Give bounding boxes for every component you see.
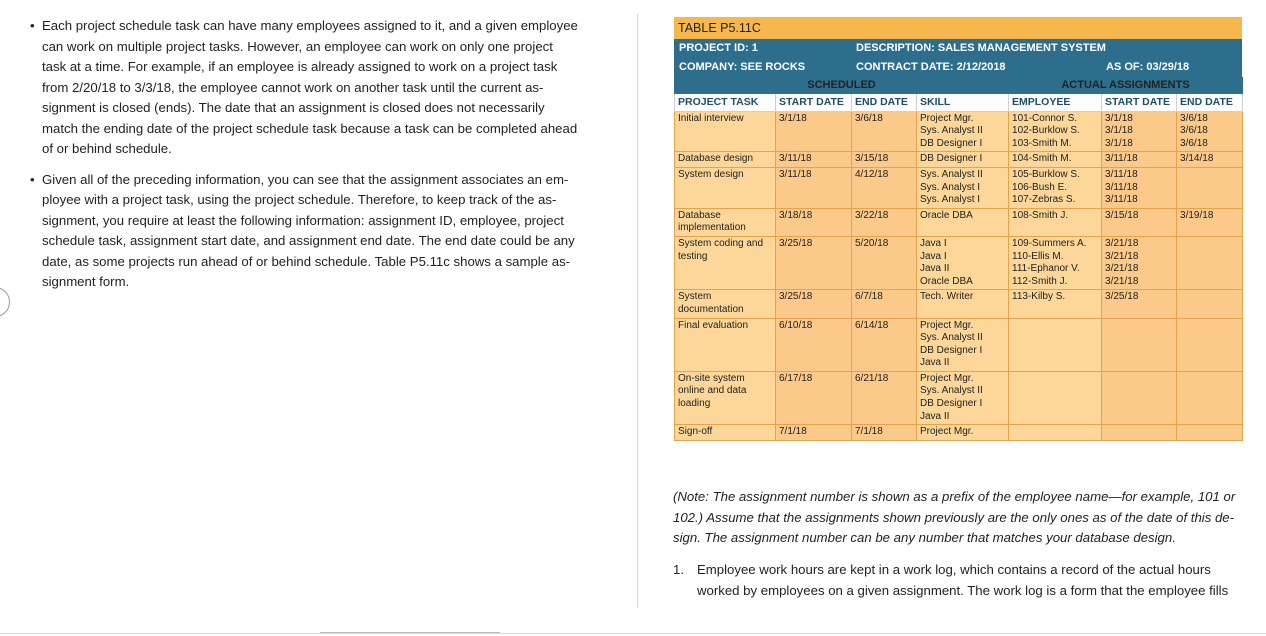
cell-actual-end [1177, 236, 1243, 289]
table-row [675, 425, 1243, 441]
cell-skill: Tech. Writer [917, 290, 1009, 318]
note-line: sign. The assignment number can be any number that matches your database design. [673, 530, 1176, 545]
cell-employee: 113-Kilby S. [1009, 290, 1102, 318]
col-header: START DATE [1102, 93, 1177, 111]
cell-skill: Java I Java I Java II Oracle DBA [917, 236, 1009, 289]
cell-employee: 109-Summers A. 110-Ellis M. 111-Ephanor V. 112-Smith J. [1009, 236, 1102, 289]
bullet-dot: • [30, 18, 35, 33]
col-header: PROJECT TASK [675, 93, 776, 111]
table-row [675, 290, 1243, 318]
bullet-line: date, as some projects run ahead of or behind schedule. Table P5.11c shows a sample as- [42, 253, 571, 269]
bullet-line: schedule task, assignment start date, and assignment end date. The end date could be any [42, 233, 575, 248]
cell-start-date: 3/11/18 [776, 167, 852, 208]
cell-actual-start: 3/25/18 [1102, 290, 1177, 318]
table-row [675, 111, 1243, 152]
page-bottom-border [0, 633, 1266, 634]
cell-project-task: Initial interview [675, 111, 776, 152]
schedule-table [674, 77, 1243, 441]
col-header: EMPLOYEE [1009, 93, 1102, 111]
cell-end-date: 3/6/18 [852, 111, 917, 152]
group-header-row [675, 78, 1243, 94]
cell-project-task: System coding and testing [675, 236, 776, 289]
bullet-paragraph-2 [30, 170, 610, 293]
cell-skill: Project Mgr. Sys. Analyst II DB Designer I Java II [917, 371, 1009, 424]
numbered-item-1 [673, 560, 1245, 601]
cell-end-date: 3/15/18 [852, 152, 917, 168]
cell-project-task: On-site system online and data loading [675, 371, 776, 424]
page-bottom-tab [320, 632, 500, 636]
cell-actual-start: 3/11/18 [1102, 152, 1177, 168]
item-number: 1. [673, 562, 684, 577]
cell-actual-end [1177, 167, 1243, 208]
table-row [675, 318, 1243, 371]
table-row [675, 167, 1243, 208]
project-id: PROJECT ID: 1 [679, 42, 758, 54]
cell-actual-end: 3/19/18 [1177, 208, 1243, 236]
cell-actual-start: 3/15/18 [1102, 208, 1177, 236]
cell-actual-end [1177, 290, 1243, 318]
cell-end-date: 5/20/18 [852, 236, 917, 289]
note-line: 102.) Assume that the assignments shown previously are the only ones as of the date of this de- [673, 509, 1235, 525]
bullet-line: can work on multiple project tasks. However, an employee can work on only one project [42, 38, 553, 54]
cell-skill: Sys. Analyst II Sys. Analyst I Sys. Analyst I [917, 167, 1009, 208]
cell-end-date: 6/14/18 [852, 318, 917, 371]
cell-actual-start [1102, 425, 1177, 441]
col-header: SKILL [917, 93, 1009, 111]
cell-actual-start: 3/1/18 3/1/18 3/1/18 [1102, 111, 1177, 152]
cell-end-date: 7/1/18 [852, 425, 917, 441]
as-of-date: AS OF: 03/29/18 [1106, 61, 1190, 73]
cell-start-date: 6/17/18 [776, 371, 852, 424]
cell-employee [1009, 371, 1102, 424]
cell-end-date: 3/22/18 [852, 208, 917, 236]
cell-skill: Project Mgr. [917, 425, 1009, 441]
cell-employee: 108-Smith J. [1009, 208, 1102, 236]
cell-actual-start [1102, 371, 1177, 424]
table-note [673, 487, 1245, 549]
cell-start-date: 3/25/18 [776, 290, 852, 318]
cell-project-task: Sign-off [675, 425, 776, 441]
col-header: END DATE [1177, 93, 1243, 111]
cell-start-date: 3/1/18 [776, 111, 852, 152]
bullet-line: match the ending date of the project schedule task because a task can be completed ahead [42, 120, 578, 136]
table-row [675, 371, 1243, 424]
group-actual-assignments: ACTUAL ASSIGNMENTS [1009, 78, 1243, 94]
cell-end-date: 6/21/18 [852, 371, 917, 424]
bullet-line: signment, you require at least the following information: assignment ID, employee, project [42, 212, 564, 228]
cell-actual-end: 3/14/18 [1177, 152, 1243, 168]
table-row [675, 152, 1243, 168]
bullet-line: from 2/20/18 to 3/3/18, the employee cannot work on another task until the current as- [42, 79, 544, 95]
cell-employee: 105-Burklow S. 106-Bush E. 107-Zebras S. [1009, 167, 1102, 208]
cell-skill: Project Mgr. Sys. Analyst II DB Designer I Java II [917, 318, 1009, 371]
cell-start-date: 6/10/18 [776, 318, 852, 371]
assignment-table [674, 17, 1242, 441]
cell-start-date: 3/11/18 [776, 152, 852, 168]
bullet-line: of or behind schedule. [42, 141, 172, 156]
group-scheduled: SCHEDULED [675, 78, 1009, 94]
company: COMPANY: SEE ROCKS [679, 61, 806, 73]
cell-project-task: Database design [675, 152, 776, 168]
bullet-line: Given all of the preceding information, you can see that the assignment associates an em- [42, 171, 569, 187]
cell-actual-end [1177, 371, 1243, 424]
contract-date: CONTRACT DATE: 2/12/2018 [856, 61, 1006, 73]
cell-start-date: 3/25/18 [776, 236, 852, 289]
cell-skill: Project Mgr. Sys. Analyst II DB Designer I [917, 111, 1009, 152]
cell-actual-start [1102, 318, 1177, 371]
note-line: (Note: The assignment number is shown as a prefix of the employee name—for example, 101 or [673, 489, 1236, 504]
cell-actual-end [1177, 425, 1243, 441]
info-row-2 [674, 58, 1242, 77]
cell-employee [1009, 425, 1102, 441]
cell-skill: DB Designer I [917, 152, 1009, 168]
col-header: END DATE [852, 93, 917, 111]
cell-end-date: 4/12/18 [852, 167, 917, 208]
bullet-line: ployee with a project task, using the project schedule. Therefore, to keep track of the as- [42, 192, 557, 207]
cell-employee: 101-Connor S. 102-Burklow S. 103-Smith M. [1009, 111, 1102, 152]
table-row [675, 236, 1243, 289]
cell-skill: Oracle DBA [917, 208, 1009, 236]
cell-project-task: System design [675, 167, 776, 208]
cell-actual-end [1177, 318, 1243, 371]
item-line: worked by employees on a given assignment. The work log is a form that the employee fills [697, 582, 1229, 598]
table-title: TABLE P5.11C [674, 17, 1242, 39]
info-row-1 [674, 39, 1242, 58]
item-line: Employee work hours are kept in a work log, which contains a record of the actual hours [697, 562, 1211, 577]
page-edge-circle [0, 287, 10, 317]
left-column-text [30, 16, 610, 303]
col-header: START DATE [776, 93, 852, 111]
column-divider [637, 14, 638, 608]
cell-employee: 104-Smith M. [1009, 152, 1102, 168]
cell-actual-start: 3/21/18 3/21/18 3/21/18 3/21/18 [1102, 236, 1177, 289]
cell-employee [1009, 318, 1102, 371]
cell-start-date: 3/18/18 [776, 208, 852, 236]
project-description: DESCRIPTION: SALES MANAGEMENT SYSTEM [856, 42, 1106, 54]
table-row [675, 208, 1243, 236]
cell-actual-start: 3/11/18 3/11/18 3/11/18 [1102, 167, 1177, 208]
bullet-dot: • [30, 171, 35, 187]
cell-project-task: Final evaluation [675, 318, 776, 371]
cell-start-date: 7/1/18 [776, 425, 852, 441]
bullet-paragraph-1 [30, 16, 610, 160]
table-info-header [674, 39, 1242, 77]
cell-actual-end: 3/6/18 3/6/18 3/6/18 [1177, 111, 1243, 152]
cell-project-task: System documentation [675, 290, 776, 318]
cell-end-date: 6/7/18 [852, 290, 917, 318]
cell-project-task: Database implementation [675, 208, 776, 236]
bullet-line: task at a time. For example, if an employee is already assigned to work on a project task [42, 59, 558, 74]
bullet-line: Each project schedule task can have many employees assigned to it, and a given employee [42, 18, 578, 33]
bullet-line: signment form. [42, 274, 130, 289]
bullet-line: signment is closed (ends). The date that an assignment is closed does not necessarily [42, 100, 545, 115]
column-header-row [675, 93, 1243, 111]
